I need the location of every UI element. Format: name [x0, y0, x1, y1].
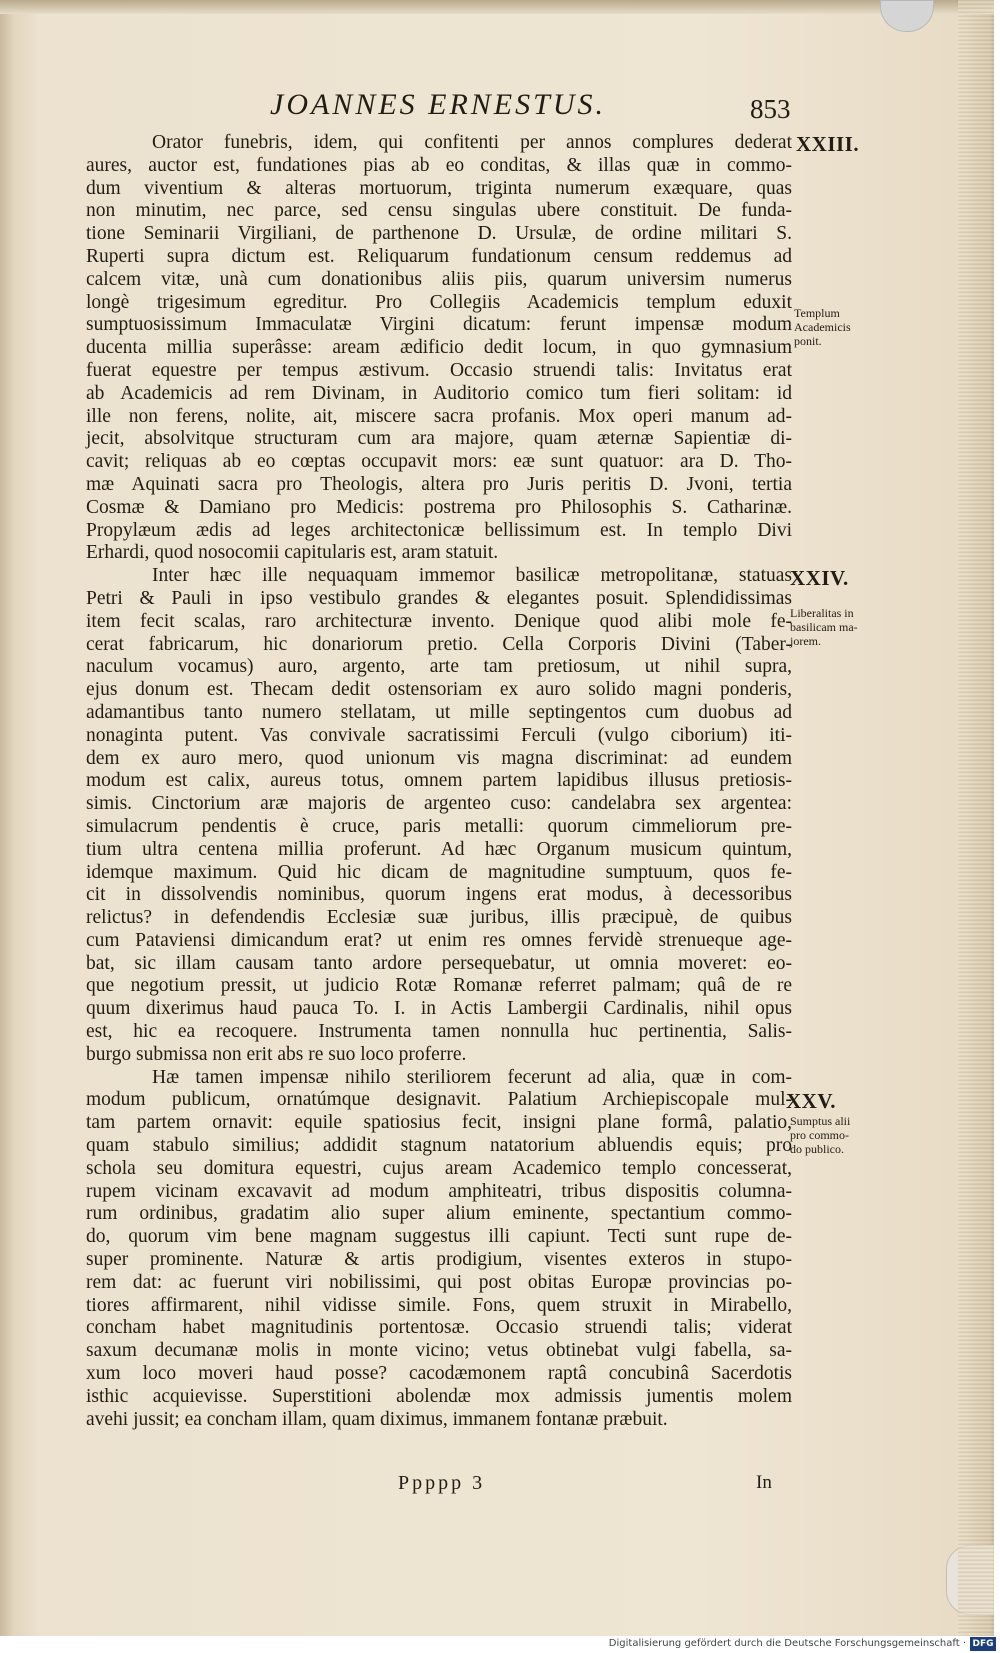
text-line: naculum vocamus) auro, argento, arte tam pretiosum, ut nihil supra, — [86, 656, 792, 678]
margin-number-xxiv: XXIV. — [790, 566, 849, 590]
credit-text: Digitalisierung gefördert durch die Deutsche Forschungsgemeinschaft · — [608, 1638, 966, 1649]
text-line: calcem vitæ, unà cum donationibus aliis piis, quarum universim numerus — [86, 268, 792, 290]
text-line: Hæ tamen impensæ nihilo steriliorem fecerunt ad alia, quæ in com- — [152, 1066, 792, 1088]
text-line: concham habet magnitudinis portentosæ. Occasio struendi talis; viderat — [86, 1317, 792, 1339]
text-line: rem dat: ac fuerunt viri nobilissimi, qui post obitas Europæ provincias po- — [86, 1271, 792, 1293]
text-line: est, hic ea recoquere. Instrumenta tamen nonnulla huc pertinentia, Salis- — [86, 1021, 792, 1043]
page-tab — [880, 0, 934, 32]
credit-bar — [0, 1636, 1000, 1653]
text-line: jecit, absolvitque structuram cum ara majore, quam æternæ Sapientiæ di- — [86, 428, 792, 450]
text-line: Cosmæ & Damiano pro Medicis: postrema pro Philosophis S. Catharinæ. — [86, 496, 792, 518]
margin-note-templum: Templum Academicis ponit. — [794, 306, 851, 348]
text-line: tiores affirmarent, nihil vidisse simile. Fons, quem struxit in Mirabello, — [86, 1294, 792, 1316]
text-line: rum ordinibus, gradatim alio super alium eminente, spectantium commo- — [86, 1203, 792, 1225]
text-line: item fecit scalas, raro architecturæ invento. Denique quod alibi mole fe- — [86, 610, 792, 632]
text-line: cum Pataviensi dimicandum erat? ut enim res omnes fervidè strenueque age- — [86, 929, 792, 951]
text-line: sumptuosissimum Immaculatæ Virgini dicatum: ferunt impensæ modum — [86, 314, 792, 336]
text-line: do, quorum vim bene magnam suggestus illi capiunt. Tecti sunt rupe de- — [86, 1226, 792, 1248]
text-line: mæ Aquinati sacra pro Theologis, altera pro Juris peritis D. Jvoni, tertia — [86, 473, 792, 495]
text-line: modum est calix, aureus totus, omnem partem lapidibus illusus pretiosis- — [86, 770, 792, 792]
text-line: idemque maximum. Quid hic dicam de magnitudine sumptuum, quos fe- — [86, 861, 792, 883]
margin-note-liberalitas: Liberalitas in basilicam ma- jorem. — [790, 606, 858, 648]
text-line: Inter hæc ille nequaquam immemor basilicæ metropolitanæ, statuas — [152, 565, 792, 587]
body-text — [86, 132, 792, 1431]
text-line: Ruperti supra dictum est. Reliquarum fundationum censum reddemus ad — [86, 245, 792, 267]
text-line: ducenta millia superâsse: aream ædificio dedit locum, in quo gymnasium — [86, 337, 792, 359]
page-number: 853 — [750, 94, 791, 124]
text-line: aures, auctor est, fundationes pias ab eo conditas, & illas quæ in commo- — [86, 154, 792, 176]
text-line: tione Seminarii Virgiliani, de parthenone D. Ursulæ, de ordine militari S. — [86, 223, 792, 245]
text-line: isthic acquievisse. Superstitioni abolendæ mox admissis jumentis molem — [86, 1385, 792, 1407]
text-line: dem ex auro mero, quod unionum vis magna discriminat: ad eundem — [86, 747, 792, 769]
text-line: dum viventium & alteras mortuorum, triginta numerum exæquare, quas — [86, 177, 792, 199]
thumb-shadow — [946, 1545, 994, 1615]
text-line: simulacrum pendentis è cruce, paris metalli: quorum cimmeliorum pre- — [86, 815, 792, 837]
text-line: Orator funebris, idem, qui confitenti per annos complures dederat — [152, 132, 792, 153]
catchword: In — [756, 1472, 772, 1493]
text-line: bat, sic illam causam tanto ardore persequebatur, ut omnia moveret: eo- — [86, 952, 792, 974]
running-head: JOANNES ERNESTUS. — [270, 88, 606, 121]
text-line: tam partem ornavit: equile spatiosius fecit, insigni plane formâ, palatio, — [86, 1112, 792, 1134]
dfg-logo: DFG — [970, 1637, 996, 1651]
text-line: avehi jussit; ea concham illam, quam diximus, immanem fontanæ præbuit. — [86, 1408, 668, 1430]
text-line: rupem vicinam excavavit ad modum amphiteatri, tribus dispositis columna- — [86, 1180, 792, 1202]
text-line: saxum decumanæ molis in monte vicino; vetus obtinebat vulgi fabella, sa- — [86, 1340, 792, 1362]
text-line: ab Academicis ad rem Divinam, in Auditorio comico tum fieri solitam: id — [86, 382, 792, 404]
text-line: Erhardi, quod nosocomii capitularis est, aram statuit. — [86, 542, 499, 564]
text-line: burgo submissa non erit abs re suo loco proferre. — [86, 1043, 467, 1065]
text-line: Petri & Pauli in ipso vestibulo grandes & elegantes posuit. Splendidissimas — [86, 587, 792, 609]
text-line: longè trigesimum egreditur. Pro Collegiis Academicis templum eduxit — [86, 291, 792, 313]
margin-number-xxv: XXV. — [786, 1089, 837, 1113]
text-line: ejus donum est. Thecam dedit ostensoriam ex auro solido magni ponderis, — [86, 679, 792, 701]
text-line: cerat fabricarum, hic donariorum pretio. Cella Corporis Divini (Taber- — [86, 633, 792, 655]
text-line: nonaginta putent. Vas convivale sacratissimi Ferculi (vulgo ciborium) iti- — [86, 724, 792, 746]
text-line: modum publicum, ornatúmque designavit. Palatium Archiepiscopale mul- — [86, 1089, 792, 1111]
text-line: Propylæum ædis ad leges architectonicæ bellissimum est. In templo Divi — [86, 519, 792, 541]
margin-number-xxiii: XXIII. — [796, 132, 860, 156]
text-line: cavit; reliquas ab eo cœptas occupavit mors: eæ sunt quatuor: ara D. Tho- — [86, 451, 792, 473]
text-line: quam stabulo similius; addidit stagnum natatorium abluendis equis; pro — [86, 1135, 792, 1157]
text-line: simis. Cinctorium aræ majoris de argenteo cuso: candelabra sex argentea: — [86, 793, 792, 815]
text-line: adamantibus tanto numero stellatam, ut mille septingentos cum duobus ad — [86, 701, 792, 723]
text-line: xum loco moveri haud posse? cacodæmonem raptâ concubinâ Sacerdotis — [86, 1363, 792, 1385]
text-line: schola seu domitura equestri, cujus aream Academico templo concesserat, — [86, 1157, 792, 1179]
text-line: non minutim, nec parce, sed censu singulas ubere constituit. De funda- — [86, 200, 792, 222]
text-line: ille non ferens, nolite, ait, miscere sacra profanis. Mox operi manum ad- — [86, 405, 792, 427]
text-line: tium ultra centena millia proferunt. Ad hæc Organum musicum quintum, — [86, 838, 792, 860]
margin-note-sumptus: Sumptus alii pro commo- do publico. — [790, 1114, 851, 1156]
text-line: fuerat equestre per tempus æstivum. Occasio struendi talis: Invitatus erat — [86, 359, 792, 381]
text-line: relictus? in defendendis Ecclesiæ suæ juribus, illis præcipuè, de quibus — [86, 907, 792, 929]
text-line: super prominente. Naturæ & artis prodigium, visentes exteros in stupo- — [86, 1249, 792, 1271]
text-line: quum dixerimus haud pauca To. I. in Actis Lambergii Cardinalis, nihil opus — [86, 998, 792, 1020]
text-line: que negotium pressit, ut judicio Rotæ Romanæ referret palmam; quâ de re — [86, 975, 792, 997]
signature-mark: Ppppp 3 — [398, 1472, 486, 1494]
text-line: cit in dissolvendis nominibus, quorum ingens erat modus, à decessoribus — [86, 884, 792, 906]
